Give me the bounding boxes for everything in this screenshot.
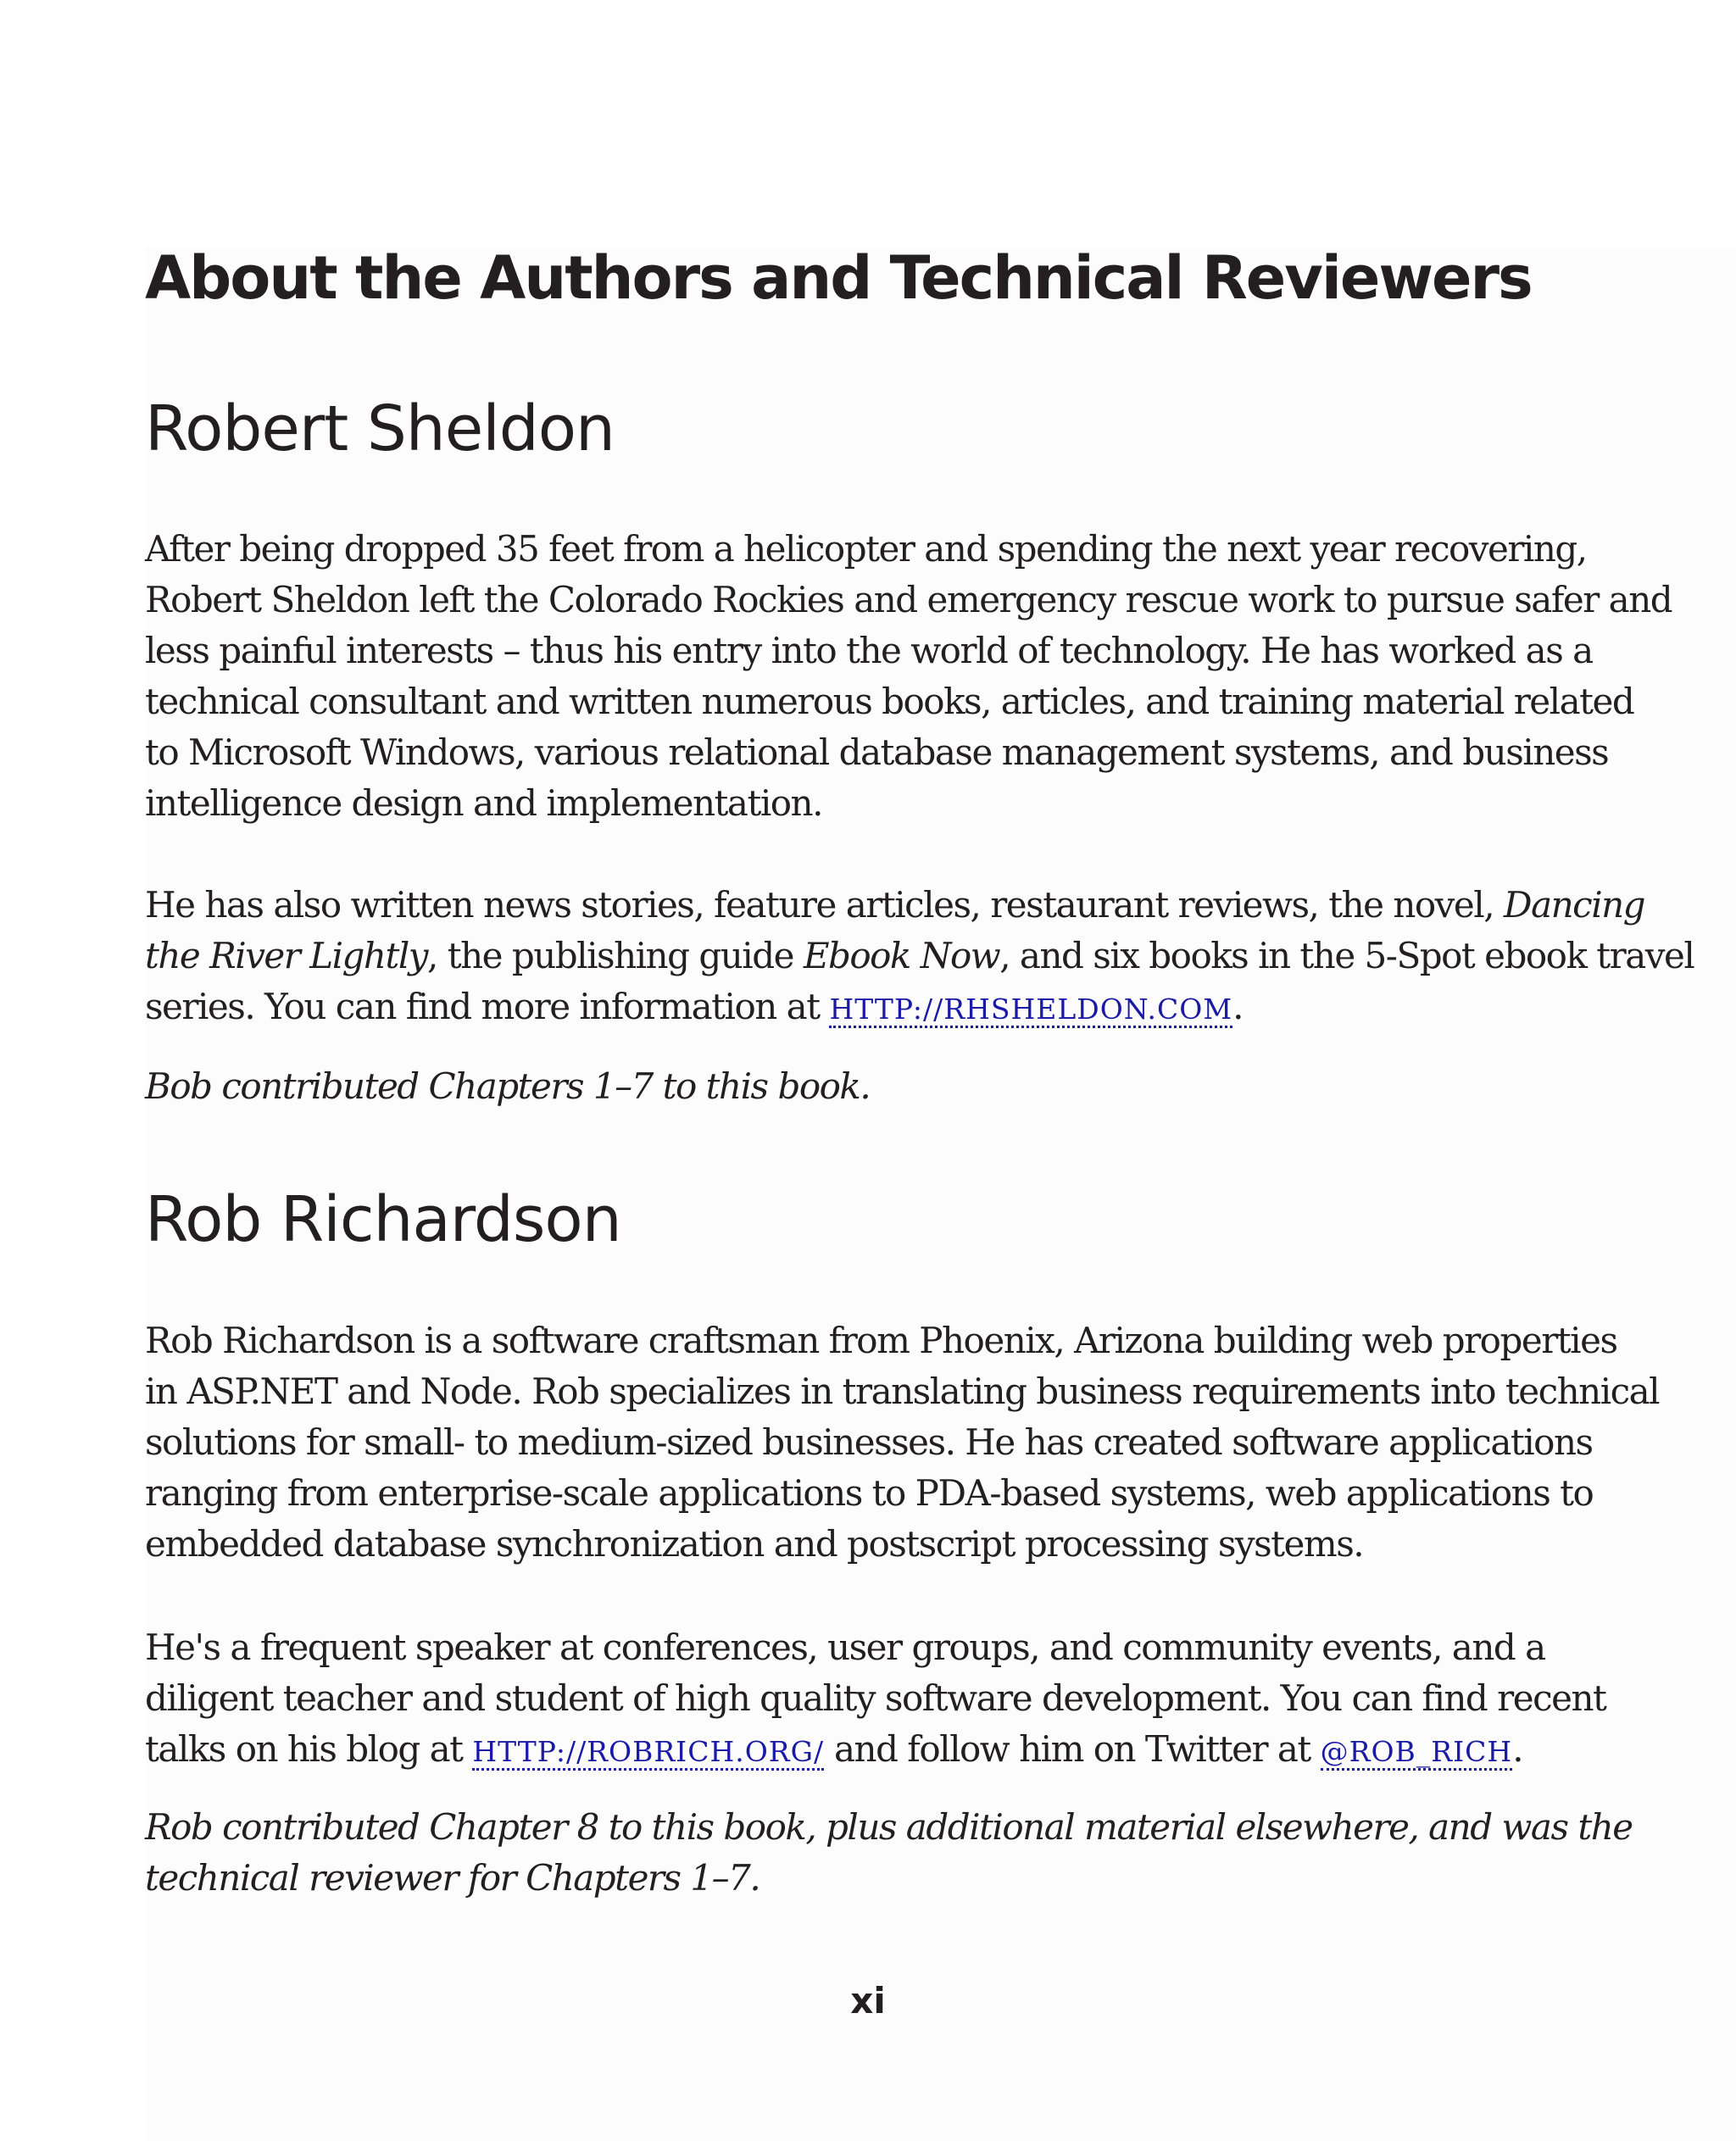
bio-line: Rob Richardson is a software craftsman from Phoenix, Arizona building web properties: [145, 1320, 1617, 1361]
author-name-rob-richardson: Rob Richardson: [145, 1183, 621, 1256]
works-line: [145, 931, 1694, 982]
bio-line: intelligence design and implementation.: [145, 782, 822, 824]
works-text: .: [1232, 986, 1243, 1027]
author-name-robert-sheldon: Robert Sheldon: [145, 392, 615, 465]
works-text: He has also written news stories, feature articles, restaurant reviews, the novel,: [145, 884, 1504, 926]
author-speaker-rob-richardson: [145, 1622, 1606, 1777]
author-bio-rob-richardson: [145, 1315, 1660, 1570]
author-works-robert-sheldon: [145, 880, 1694, 1035]
speaker-text: and follow him on Twitter at: [824, 1728, 1321, 1770]
works-text: , and six books in the 5-Spot ebook travel: [999, 935, 1694, 976]
speaker-text: .: [1512, 1728, 1523, 1770]
book-title-dancing: Dancing: [1503, 884, 1645, 926]
bio-line: Robert Sheldon left the Colorado Rockies and emergency rescue work to pursue safer and: [145, 579, 1672, 620]
robrich-blog-link[interactable]: HTTP://ROBRICH.ORG/: [472, 1735, 824, 1771]
page-number: xi: [850, 1980, 886, 2021]
bio-line: solutions for small- to medium-sized businesses. He has created software applications: [145, 1421, 1593, 1463]
twitter-handle-link[interactable]: @ROB_RICH: [1321, 1735, 1513, 1771]
bio-line: less painful interests – thus his entry into the world of technology. He has worked as a: [145, 630, 1593, 671]
bio-line: to Microsoft Windows, various relational database management systems, and business: [145, 731, 1609, 773]
bio-line: embedded database synchronization and postscript processing systems.: [145, 1523, 1364, 1565]
works-line: [145, 982, 1603, 1035]
contribution-line: Rob contributed Chapter 8 to this book, plus additional material elsewhere, and was the: [145, 1806, 1633, 1848]
speaker-line: diligent teacher and student of high quality software development. You can find recent: [145, 1677, 1606, 1719]
speaker-line: [145, 1724, 1603, 1777]
book-title-river-lightly: the River Lightly: [145, 935, 427, 976]
page-title: About the Authors and Technical Reviewers: [145, 243, 1532, 313]
bio-line: in ASP.NET and Node. Rob specializes in translating business requirements into technical: [145, 1371, 1660, 1412]
rhsheldon-website-link[interactable]: HTTP://RHSHELDON.COM: [829, 993, 1232, 1028]
bio-line: After being dropped 35 feet from a helicopter and spending the next year recovering,: [145, 528, 1587, 570]
speaker-line: He's a frequent speaker at conferences, user groups, and community events, and a: [145, 1627, 1545, 1668]
bio-line: ranging from enterprise-scale applications to PDA-based systems, web applications to: [145, 1472, 1594, 1514]
speaker-text: talks on his blog at: [145, 1728, 473, 1770]
works-text: series. You can find more information at: [145, 986, 830, 1027]
contribution-robert-sheldon: Bob contributed Chapters 1–7 to this book.: [145, 1065, 871, 1107]
author-bio-robert-sheldon: [145, 524, 1672, 829]
works-line: [145, 880, 1645, 931]
works-text: , the publishing guide: [427, 935, 804, 976]
contribution-rob-richardson: [145, 1802, 1633, 1904]
contribution-line: technical reviewer for Chapters 1–7.: [145, 1857, 760, 1899]
bio-line: technical consultant and written numerous books, articles, and training material related: [145, 681, 1634, 722]
book-title-ebook-now: Ebook Now: [803, 935, 1000, 976]
